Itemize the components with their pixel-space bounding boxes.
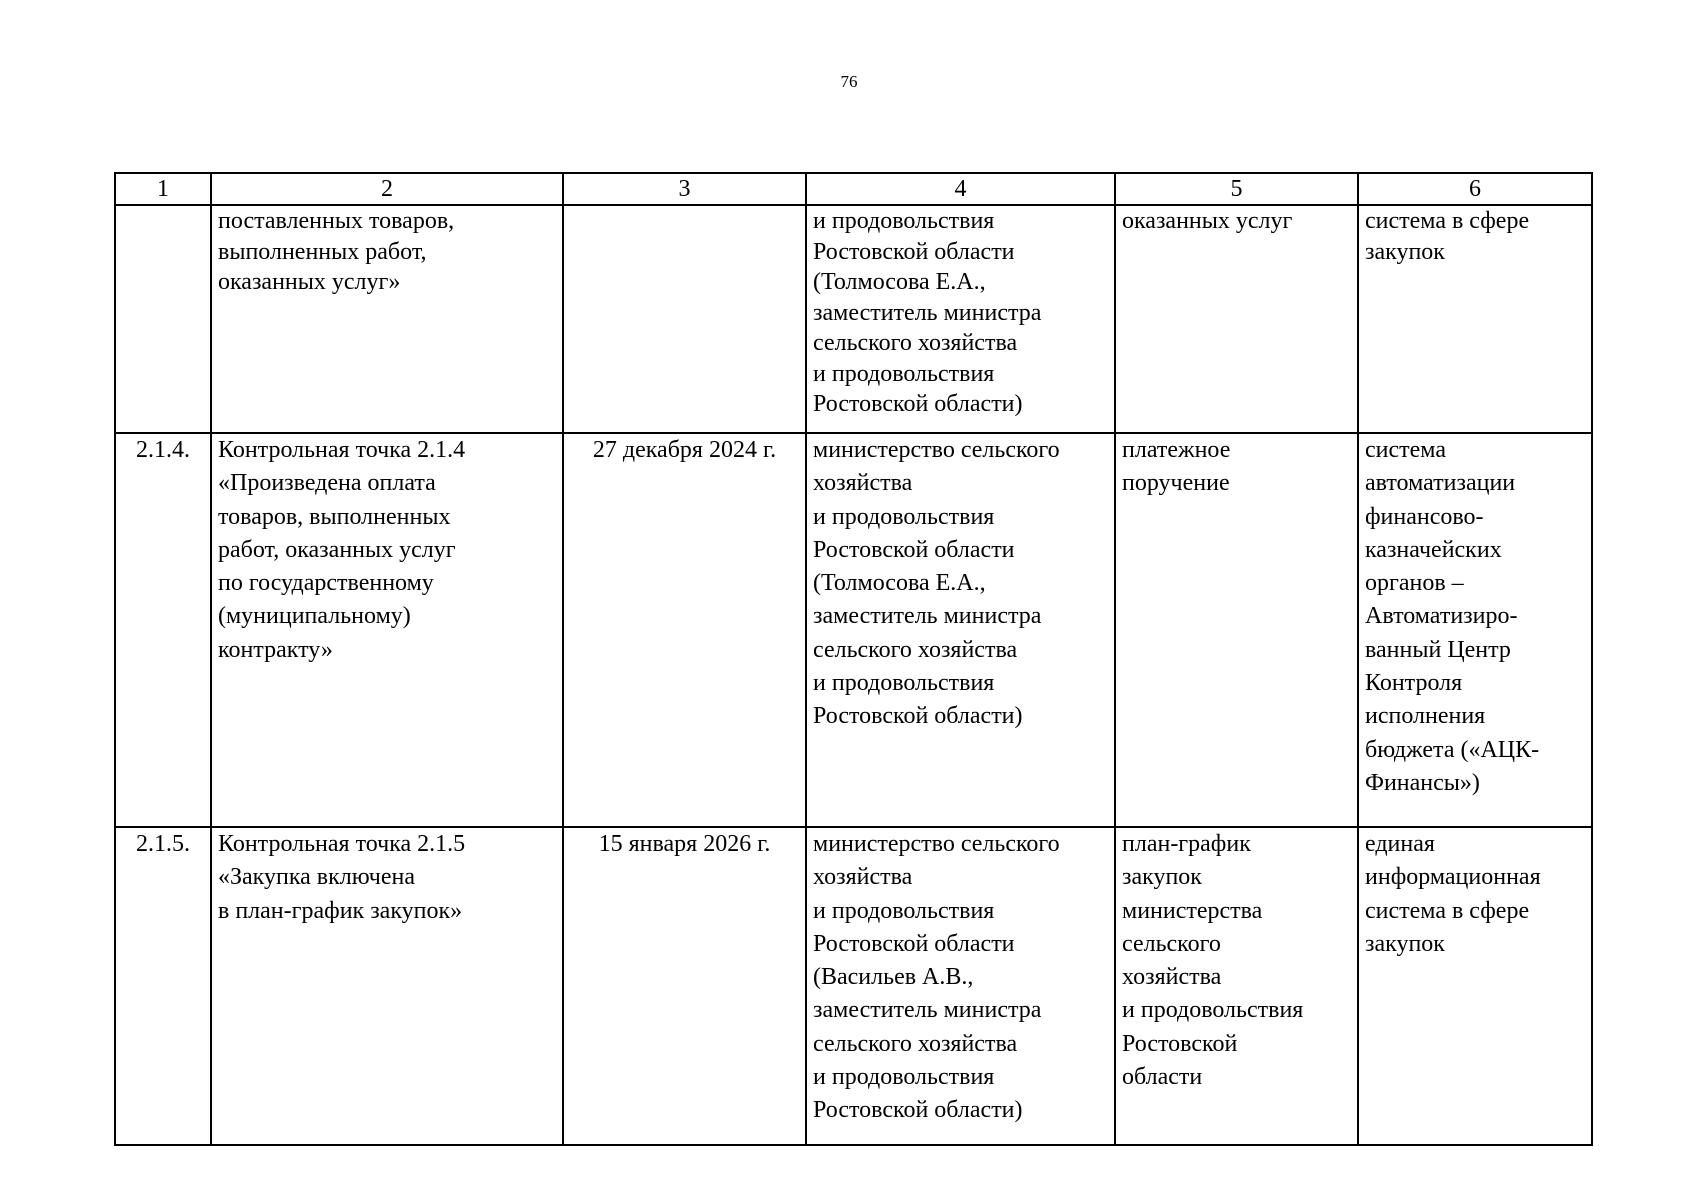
description-line: «Закупка включена: [218, 864, 415, 891]
system-cell: [1358, 205, 1592, 433]
responsible-line: Ростовской области): [813, 391, 1023, 417]
responsible-cell: [806, 205, 1115, 433]
document-line: сельского: [1122, 930, 1221, 957]
responsible-line: сельского хозяйства: [813, 636, 1018, 663]
responsible-cell: [806, 433, 1115, 827]
responsible-line: сельского хозяйства: [813, 330, 1018, 356]
description-cell: [211, 827, 563, 1145]
responsible-line: и продовольствия: [813, 360, 995, 387]
description-line: работ, оказанных услуг: [218, 536, 456, 563]
description-line: поставленных товаров,: [218, 208, 455, 234]
responsible-line: министерство сельского: [813, 831, 1060, 857]
description-line: товаров, выполненных: [218, 503, 451, 530]
table-header-row: [115, 173, 1592, 205]
responsible-line: заместитель министра: [813, 997, 1042, 1024]
document-cell: [1115, 433, 1358, 827]
responsible-line: хозяйства: [813, 864, 913, 891]
header-cell-2: 2: [211, 173, 563, 205]
system-line: система: [1365, 437, 1446, 463]
control-points-table: [114, 172, 1593, 1146]
system-line: закупок: [1365, 930, 1445, 957]
description-line: по государственному: [218, 570, 434, 597]
description-line: оказанных услуг»: [218, 269, 401, 295]
responsible-line: и продовольствия: [813, 670, 995, 697]
document-line: платежное: [1122, 437, 1231, 463]
system-line: бюджета («АЦК-: [1365, 736, 1540, 763]
system-line: органов –: [1365, 570, 1464, 597]
system-line: Контроля: [1365, 670, 1463, 697]
responsible-line: заместитель министра: [813, 299, 1042, 326]
document-line: министерства: [1122, 897, 1263, 924]
responsible-line: хозяйства: [813, 470, 913, 497]
header-cell-1: 1: [115, 173, 211, 205]
document-cell: [1115, 205, 1358, 433]
responsible-line: и продовольствия: [813, 897, 995, 924]
document-cell: [1115, 827, 1358, 1145]
responsible-line: Ростовской области): [813, 703, 1023, 730]
description-cell: [211, 205, 563, 433]
description-line: Контрольная точка 2.1.4: [218, 437, 466, 463]
document-line: план-график: [1122, 831, 1251, 857]
date-cell: 27 декабря 2024 г.: [563, 433, 806, 827]
date-cell: 15 января 2026 г.: [563, 827, 806, 1145]
responsible-cell: [806, 827, 1115, 1145]
document-line: оказанных услуг: [1122, 208, 1293, 234]
description-line: выполненных работ,: [218, 238, 427, 265]
date-cell: [563, 205, 806, 433]
document-line: закупок: [1122, 864, 1202, 891]
table-row: [115, 827, 1592, 1145]
system-line: Финансы»): [1365, 769, 1480, 796]
row-number-cell: 2.1.4.: [115, 433, 211, 827]
row-number-cell: 2.1.5.: [115, 827, 211, 1145]
system-line: единая: [1365, 831, 1435, 857]
system-line: система в сфере: [1365, 208, 1530, 234]
responsible-line: Ростовской области: [813, 238, 1015, 265]
document-line: Ростовской: [1122, 1030, 1238, 1057]
header-cell-4: 4: [806, 173, 1115, 205]
system-line: Автоматизиро-: [1365, 603, 1518, 630]
responsible-line: Ростовской области): [813, 1097, 1023, 1124]
system-line: информационная: [1365, 864, 1541, 891]
system-line: ванный Центр: [1365, 636, 1511, 663]
responsible-line: министерство сельского: [813, 437, 1060, 463]
table-row: [115, 205, 1592, 433]
table-row: [115, 433, 1592, 827]
document-line: области: [1122, 1064, 1203, 1091]
system-line: автоматизации: [1365, 470, 1516, 497]
responsible-line: (Толмосова Е.А.,: [813, 269, 986, 295]
page-number: 76: [840, 72, 858, 91]
responsible-line: (Васильев А.В.,: [813, 964, 974, 991]
system-line: финансово-: [1365, 503, 1484, 530]
responsible-line: Ростовской области: [813, 536, 1015, 563]
responsible-line: и продовольствия: [813, 503, 995, 530]
description-line: Контрольная точка 2.1.5: [218, 831, 466, 857]
system-line: закупок: [1365, 238, 1445, 265]
description-line: контракту»: [218, 636, 333, 663]
responsible-line: сельского хозяйства: [813, 1030, 1018, 1057]
description-line: «Произведена оплата: [218, 470, 436, 497]
header-cell-3: 3: [563, 173, 806, 205]
row-number-cell: [115, 205, 211, 433]
responsible-line: и продовольствия: [813, 208, 995, 234]
table-body: [115, 205, 1592, 1145]
document-line: поручение: [1122, 470, 1230, 497]
description-line: в план-график закупок»: [218, 897, 463, 924]
system-line: исполнения: [1365, 703, 1486, 730]
responsible-line: и продовольствия: [813, 1064, 995, 1091]
description-cell: [211, 433, 563, 827]
system-line: система в сфере: [1365, 897, 1530, 924]
system-line: казначейских: [1365, 536, 1502, 563]
header-cell-5: 5: [1115, 173, 1358, 205]
document-line: хозяйства: [1122, 964, 1222, 991]
responsible-line: заместитель министра: [813, 603, 1042, 630]
system-cell: [1358, 433, 1592, 827]
system-cell: [1358, 827, 1592, 1145]
document-line: и продовольствия: [1122, 997, 1304, 1024]
responsible-line: Ростовской области: [813, 930, 1015, 957]
responsible-line: (Толмосова Е.А.,: [813, 570, 986, 597]
description-line: (муниципальному): [218, 603, 411, 630]
header-cell-6: 6: [1358, 173, 1592, 205]
